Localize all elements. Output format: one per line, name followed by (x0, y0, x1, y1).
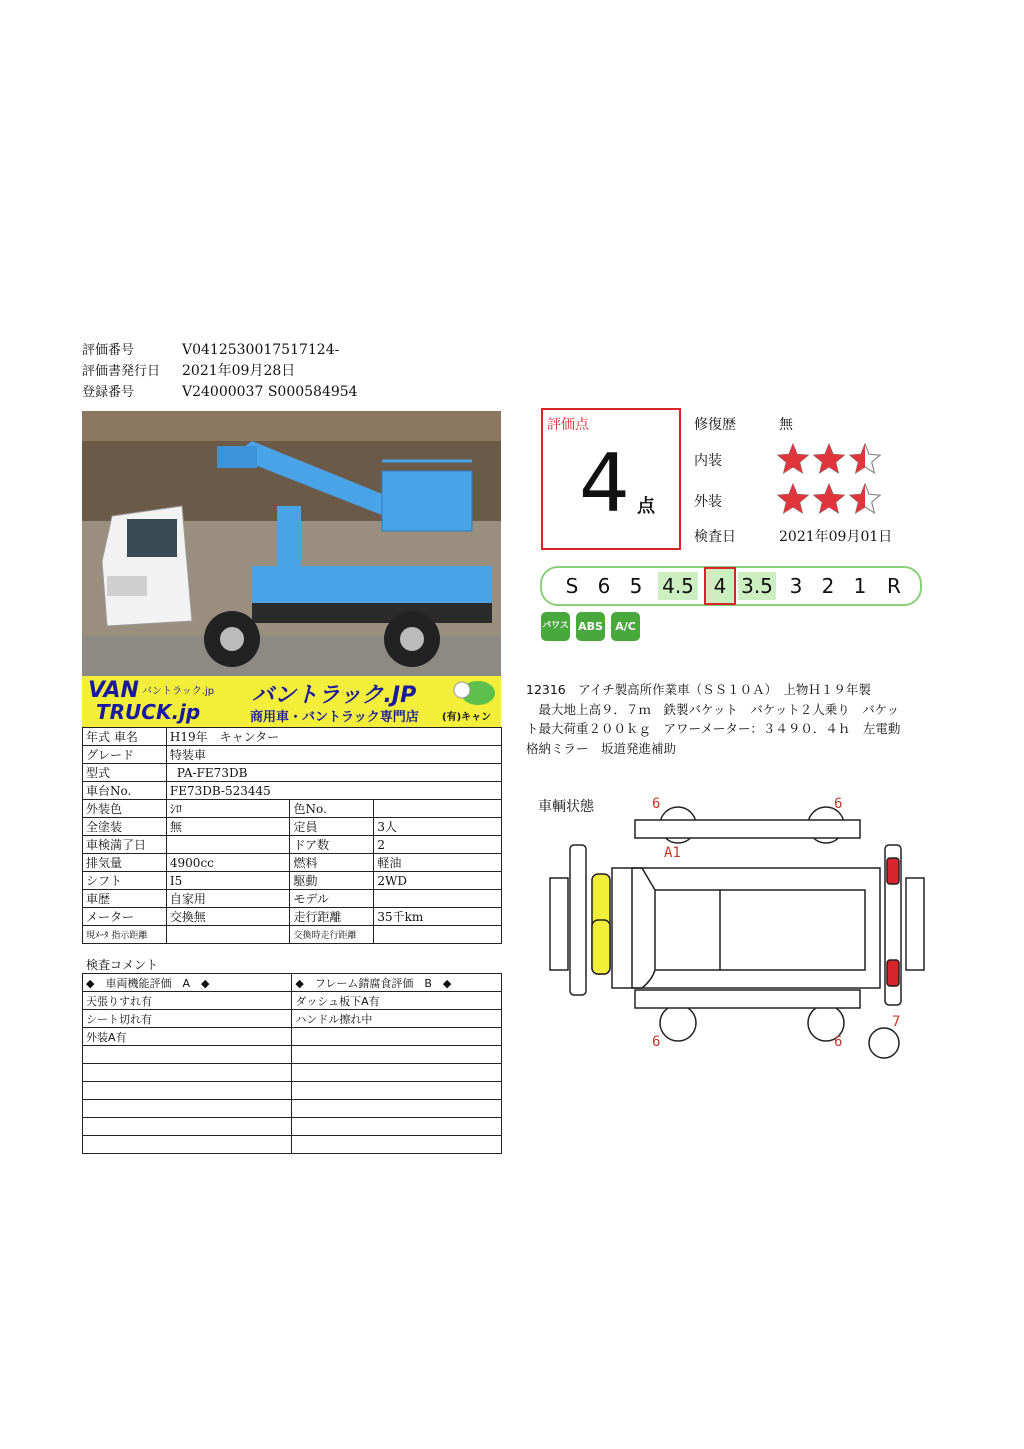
history-label: 車歴 (83, 890, 167, 908)
description-line: 最大地上高９．７ｍ 鉄製バケット バケット２人乗り バケッ (526, 701, 900, 717)
current-meter (166, 926, 290, 944)
comment-cell (83, 1082, 292, 1100)
header-block (82, 340, 358, 403)
star-filled-icon (814, 444, 844, 473)
doors: 2 (374, 836, 502, 854)
score-value: 4 (579, 437, 630, 530)
grade-label: グレード (83, 746, 167, 764)
comment-cell (292, 1028, 502, 1046)
mark-front-left: 6 (652, 796, 661, 812)
eval-no-label: 評価番号 (82, 343, 135, 358)
comment-cell: シート切れ有 (83, 1010, 292, 1028)
banner-logo-small: バントラック.jp (142, 686, 215, 697)
doors-label: ドア数 (290, 836, 374, 854)
spec-table (82, 727, 502, 944)
issue-date-label: 評価書発行日 (82, 364, 161, 379)
repaint: 無 (166, 818, 290, 836)
type: PA-FE73DB (166, 764, 501, 782)
grade-item: 1 (853, 574, 867, 598)
inspection-exp (166, 836, 290, 854)
mark-front-right: 6 (834, 796, 843, 812)
description-line: 格納ミラー 坂道発進補助 (526, 740, 677, 756)
drive-label: 駆動 (290, 872, 374, 890)
comment-cell (83, 1118, 292, 1136)
leaf-logo-icon (452, 678, 496, 708)
chassis-label: 車台No. (83, 782, 167, 800)
displacement-label: 排気量 (83, 854, 167, 872)
comment-cell: 天張りすれ有 (83, 992, 292, 1010)
star-filled-icon (814, 484, 844, 513)
comment-cell (83, 1100, 292, 1118)
grade-item: 3 (789, 574, 803, 598)
inspection-exp-label: 車検満了日 (83, 836, 167, 854)
vehicle-description (526, 680, 900, 758)
diagram-title: 車輌状態 (538, 799, 594, 815)
mileage-label: 走行距離 (290, 908, 374, 926)
banner-tagline: 商用車・バントラック専門店 (250, 710, 419, 725)
comment-cell (292, 1136, 502, 1154)
mark-rear-left: 6 (652, 1034, 661, 1050)
comments-table (82, 973, 502, 1154)
model (374, 890, 502, 908)
issue-date: 2021年09月28日 (182, 363, 296, 379)
meter-label: メーター (83, 908, 167, 926)
description-line: 12316 アイチ製高所作業車（ＳＳ１０Ａ） 上物Ｈ１９年製 (526, 682, 871, 697)
shift-label: シフト (83, 872, 167, 890)
shift: I5 (166, 872, 290, 890)
repair-label: 修復歴 (694, 417, 736, 433)
abs-icon: ABS (576, 612, 605, 641)
exterior-label: 外装 (694, 494, 722, 510)
year-model: H19年 キャンター (166, 728, 501, 746)
banner-logo-bottom: TRUCK.jp (96, 700, 201, 724)
grade: 特装車 (166, 746, 501, 764)
history: 自家用 (166, 890, 290, 908)
mark-spare: 7 (892, 1014, 901, 1030)
vehicle-condition-diagram (540, 790, 940, 1070)
comment-cell (292, 1046, 502, 1064)
grade-item: R (887, 574, 901, 598)
comment-cell (83, 1136, 292, 1154)
color-label: 外装色 (83, 800, 167, 818)
color-no (374, 800, 502, 818)
banner-company: (有)キャン (442, 712, 492, 723)
comment-cell: 外装A有 (83, 1028, 292, 1046)
grade-item: 4.5 (658, 572, 698, 600)
fuel-label: 燃料 (290, 854, 374, 872)
fuel: 軽油 (374, 854, 502, 872)
model-label: モデル (290, 890, 374, 908)
ac-icon: A/C (611, 612, 640, 641)
banner-logo-top: VAN (88, 678, 139, 703)
capacity: 3人 (374, 818, 502, 836)
comment-cell: ダッシュ板下A有 (292, 992, 502, 1010)
comment-cell (292, 1118, 502, 1136)
grade-scale (540, 566, 922, 606)
current-meter-label: 現ﾒｰﾀ 指示距離 (83, 926, 167, 944)
comment-cell: ハンドル擦れ中 (292, 1010, 502, 1028)
meter: 交換無 (166, 908, 290, 926)
repaint-label: 全塗装 (83, 818, 167, 836)
reg-no-label: 登録番号 (82, 385, 135, 400)
grade-item: 6 (597, 574, 611, 598)
score-label: 評価点 (547, 417, 589, 433)
drive: 2WD (374, 872, 502, 890)
type-label: 型式 (83, 764, 167, 782)
description-line: ト最大荷重２００ｋｇ アワーメーター：３４９０．４ｈ 左電動 (526, 721, 901, 736)
exchange (374, 926, 502, 944)
comment-cell (292, 1100, 502, 1118)
comments-col1: ◆ 車両機能評価 A ◆ (83, 974, 292, 992)
grade-item-selected: 4 (704, 567, 736, 605)
capacity-label: 定員 (290, 818, 374, 836)
grade-item: S (565, 574, 579, 598)
comments-col2: ◆ フレーム錆腐食評価 B ◆ (292, 974, 502, 992)
inspection-date-label: 検査日 (694, 529, 736, 545)
grade-item: 3.5 (738, 572, 776, 600)
displacement: 4900cc (166, 854, 290, 872)
exchange-label: 交換時走行距離 (290, 926, 374, 944)
star-filled-icon (778, 484, 808, 513)
power-steering-icon: パワステ (541, 612, 570, 641)
mark-rear-right: 6 (834, 1034, 843, 1050)
color: ｼﾛ (166, 800, 290, 818)
exterior-stars (776, 483, 886, 517)
reg-no: V24000037 S000584954 (182, 384, 358, 400)
chassis: FE73DB-523445 (166, 782, 501, 800)
truck-photo (82, 411, 501, 676)
year-model-label: 年式 車名 (83, 728, 167, 746)
eval-no: V0412530017517124- (182, 342, 340, 358)
interior-label: 内装 (694, 453, 722, 469)
grade-item: 5 (629, 574, 643, 598)
comment-cell (83, 1046, 292, 1064)
score-box (541, 408, 681, 550)
grade-item: 2 (821, 574, 835, 598)
mark-a1: A1 (664, 845, 681, 861)
comment-cell (292, 1082, 502, 1100)
interior-stars (776, 443, 886, 477)
comment-cell (292, 1064, 502, 1082)
color-no-label: 色No. (290, 800, 374, 818)
score-unit: 点 (637, 496, 655, 517)
mileage: 35千km (374, 908, 502, 926)
star-filled-icon (778, 444, 808, 473)
repair-value: 無 (779, 417, 793, 433)
inspection-date: 2021年09月01日 (779, 529, 893, 545)
comments-title: 検査コメント (86, 958, 159, 972)
shop-banner (82, 676, 501, 728)
banner-site: バントラック.JP (252, 683, 417, 708)
comment-cell (83, 1064, 292, 1082)
